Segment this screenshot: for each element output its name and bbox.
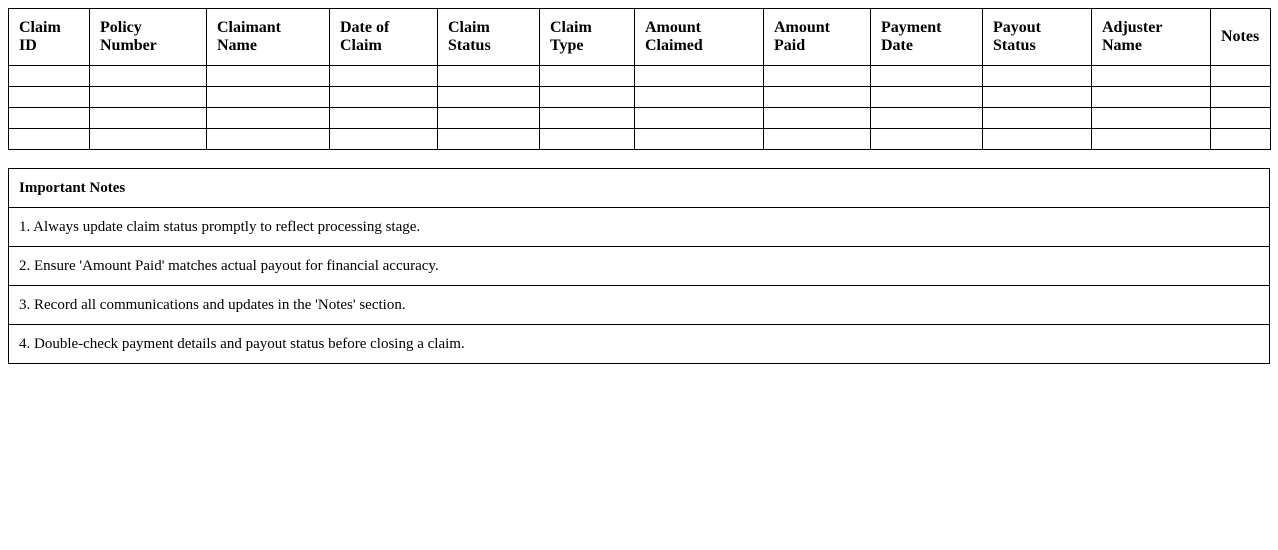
header-claim-id-line1: Claim	[19, 19, 61, 36]
claims-table	[8, 8, 1271, 150]
cell-claimant-name[interactable]	[207, 66, 330, 87]
cell-claim-type[interactable]	[540, 108, 635, 129]
note-item: 3. Record all communications and updates in the 'Notes' section.	[9, 286, 1270, 325]
header-claim-status-line1: Claim	[448, 19, 490, 36]
cell-payment-date[interactable]	[871, 87, 983, 108]
header-claimant-name-line2: Name	[217, 37, 257, 54]
cell-claim-status[interactable]	[438, 87, 540, 108]
table-row	[9, 108, 1271, 129]
notes-header-row	[9, 169, 1270, 208]
cell-amount-claimed[interactable]	[635, 108, 764, 129]
list-item	[9, 247, 1270, 286]
cell-amount-claimed[interactable]	[635, 87, 764, 108]
cell-claim-id[interactable]	[9, 87, 90, 108]
table-row	[9, 66, 1271, 87]
header-claimant-name-line1: Claimant	[217, 19, 281, 36]
header-claim-id-line2: ID	[19, 37, 37, 54]
list-item	[9, 325, 1270, 364]
cell-date-of-claim[interactable]	[330, 87, 438, 108]
header-amount-paid	[764, 9, 871, 66]
header-claim-id	[9, 9, 90, 66]
cell-policy-number[interactable]	[90, 66, 207, 87]
header-notes-line1: Notes	[1221, 28, 1260, 45]
header-payout-status-line2: Status	[993, 37, 1036, 54]
notes-title: Important Notes	[9, 169, 1270, 208]
cell-amount-claimed[interactable]	[635, 66, 764, 87]
header-claim-status-line2: Status	[448, 37, 491, 54]
cell-claimant-name[interactable]	[207, 108, 330, 129]
header-amount-paid-line1: Amount	[774, 19, 831, 36]
cell-payout-status[interactable]	[983, 87, 1092, 108]
header-amount-claimed-line2: Claimed	[645, 37, 703, 54]
cell-claimant-name[interactable]	[207, 129, 330, 150]
header-payment-date-line2: Date	[881, 37, 913, 54]
cell-claimant-name[interactable]	[207, 87, 330, 108]
cell-payout-status[interactable]	[983, 108, 1092, 129]
header-policy-number	[90, 9, 207, 66]
cell-amount-claimed[interactable]	[635, 129, 764, 150]
cell-claim-status[interactable]	[438, 108, 540, 129]
header-adjuster-name-line1: Adjuster	[1102, 19, 1163, 36]
header-payout-status-line1: Payout	[993, 19, 1041, 36]
note-item: 2. Ensure 'Amount Paid' matches actual payout for financial accuracy.	[9, 247, 1270, 286]
header-claim-type-line2: Type	[550, 37, 584, 54]
header-amount-paid-line2: Paid	[774, 37, 806, 54]
cell-date-of-claim[interactable]	[330, 129, 438, 150]
header-claim-type	[540, 9, 635, 66]
header-date-of-claim-line2: Claim	[340, 37, 382, 54]
header-payment-date	[871, 9, 983, 66]
cell-claim-type[interactable]	[540, 66, 635, 87]
cell-claim-type[interactable]	[540, 87, 635, 108]
table-row	[9, 129, 1271, 150]
header-date-of-claim	[330, 9, 438, 66]
cell-notes[interactable]	[1211, 66, 1271, 87]
cell-payment-date[interactable]	[871, 129, 983, 150]
cell-claim-type[interactable]	[540, 129, 635, 150]
cell-adjuster-name[interactable]	[1092, 108, 1211, 129]
table-row	[9, 87, 1271, 108]
cell-payout-status[interactable]	[983, 66, 1092, 87]
cell-claim-status[interactable]	[438, 129, 540, 150]
cell-date-of-claim[interactable]	[330, 66, 438, 87]
header-amount-claimed	[635, 9, 764, 66]
cell-payment-date[interactable]	[871, 108, 983, 129]
cell-claim-id[interactable]	[9, 129, 90, 150]
important-notes-table	[8, 168, 1270, 364]
list-item	[9, 286, 1270, 325]
header-claim-type-line1: Claim	[550, 19, 592, 36]
cell-amount-paid[interactable]	[764, 87, 871, 108]
header-payout-status	[983, 9, 1092, 66]
cell-claim-status[interactable]	[438, 66, 540, 87]
cell-date-of-claim[interactable]	[330, 108, 438, 129]
cell-notes[interactable]	[1211, 108, 1271, 129]
header-policy-number-line1: Policy	[100, 19, 142, 36]
cell-amount-paid[interactable]	[764, 129, 871, 150]
cell-policy-number[interactable]	[90, 87, 207, 108]
cell-notes[interactable]	[1211, 87, 1271, 108]
header-claimant-name	[207, 9, 330, 66]
cell-payout-status[interactable]	[983, 129, 1092, 150]
cell-policy-number[interactable]	[90, 108, 207, 129]
cell-amount-paid[interactable]	[764, 108, 871, 129]
header-adjuster-name-line2: Name	[1102, 37, 1142, 54]
claims-header-row	[9, 9, 1271, 66]
cell-notes[interactable]	[1211, 129, 1271, 150]
header-amount-claimed-line1: Amount	[645, 19, 702, 36]
note-item: 1. Always update claim status promptly to reflect processing stage.	[9, 208, 1270, 247]
list-item	[9, 208, 1270, 247]
note-item: 4. Double-check payment details and payout status before closing a claim.	[9, 325, 1270, 364]
header-date-of-claim-line1: Date of	[340, 19, 390, 36]
header-claim-status	[438, 9, 540, 66]
header-policy-number-line2: Number	[100, 37, 157, 54]
cell-adjuster-name[interactable]	[1092, 87, 1211, 108]
cell-amount-paid[interactable]	[764, 66, 871, 87]
cell-policy-number[interactable]	[90, 129, 207, 150]
cell-claim-id[interactable]	[9, 66, 90, 87]
header-payment-date-line1: Payment	[881, 19, 942, 36]
header-adjuster-name	[1092, 9, 1211, 66]
cell-adjuster-name[interactable]	[1092, 129, 1211, 150]
cell-claim-id[interactable]	[9, 108, 90, 129]
cell-adjuster-name[interactable]	[1092, 66, 1211, 87]
cell-payment-date[interactable]	[871, 66, 983, 87]
header-notes	[1211, 9, 1271, 66]
